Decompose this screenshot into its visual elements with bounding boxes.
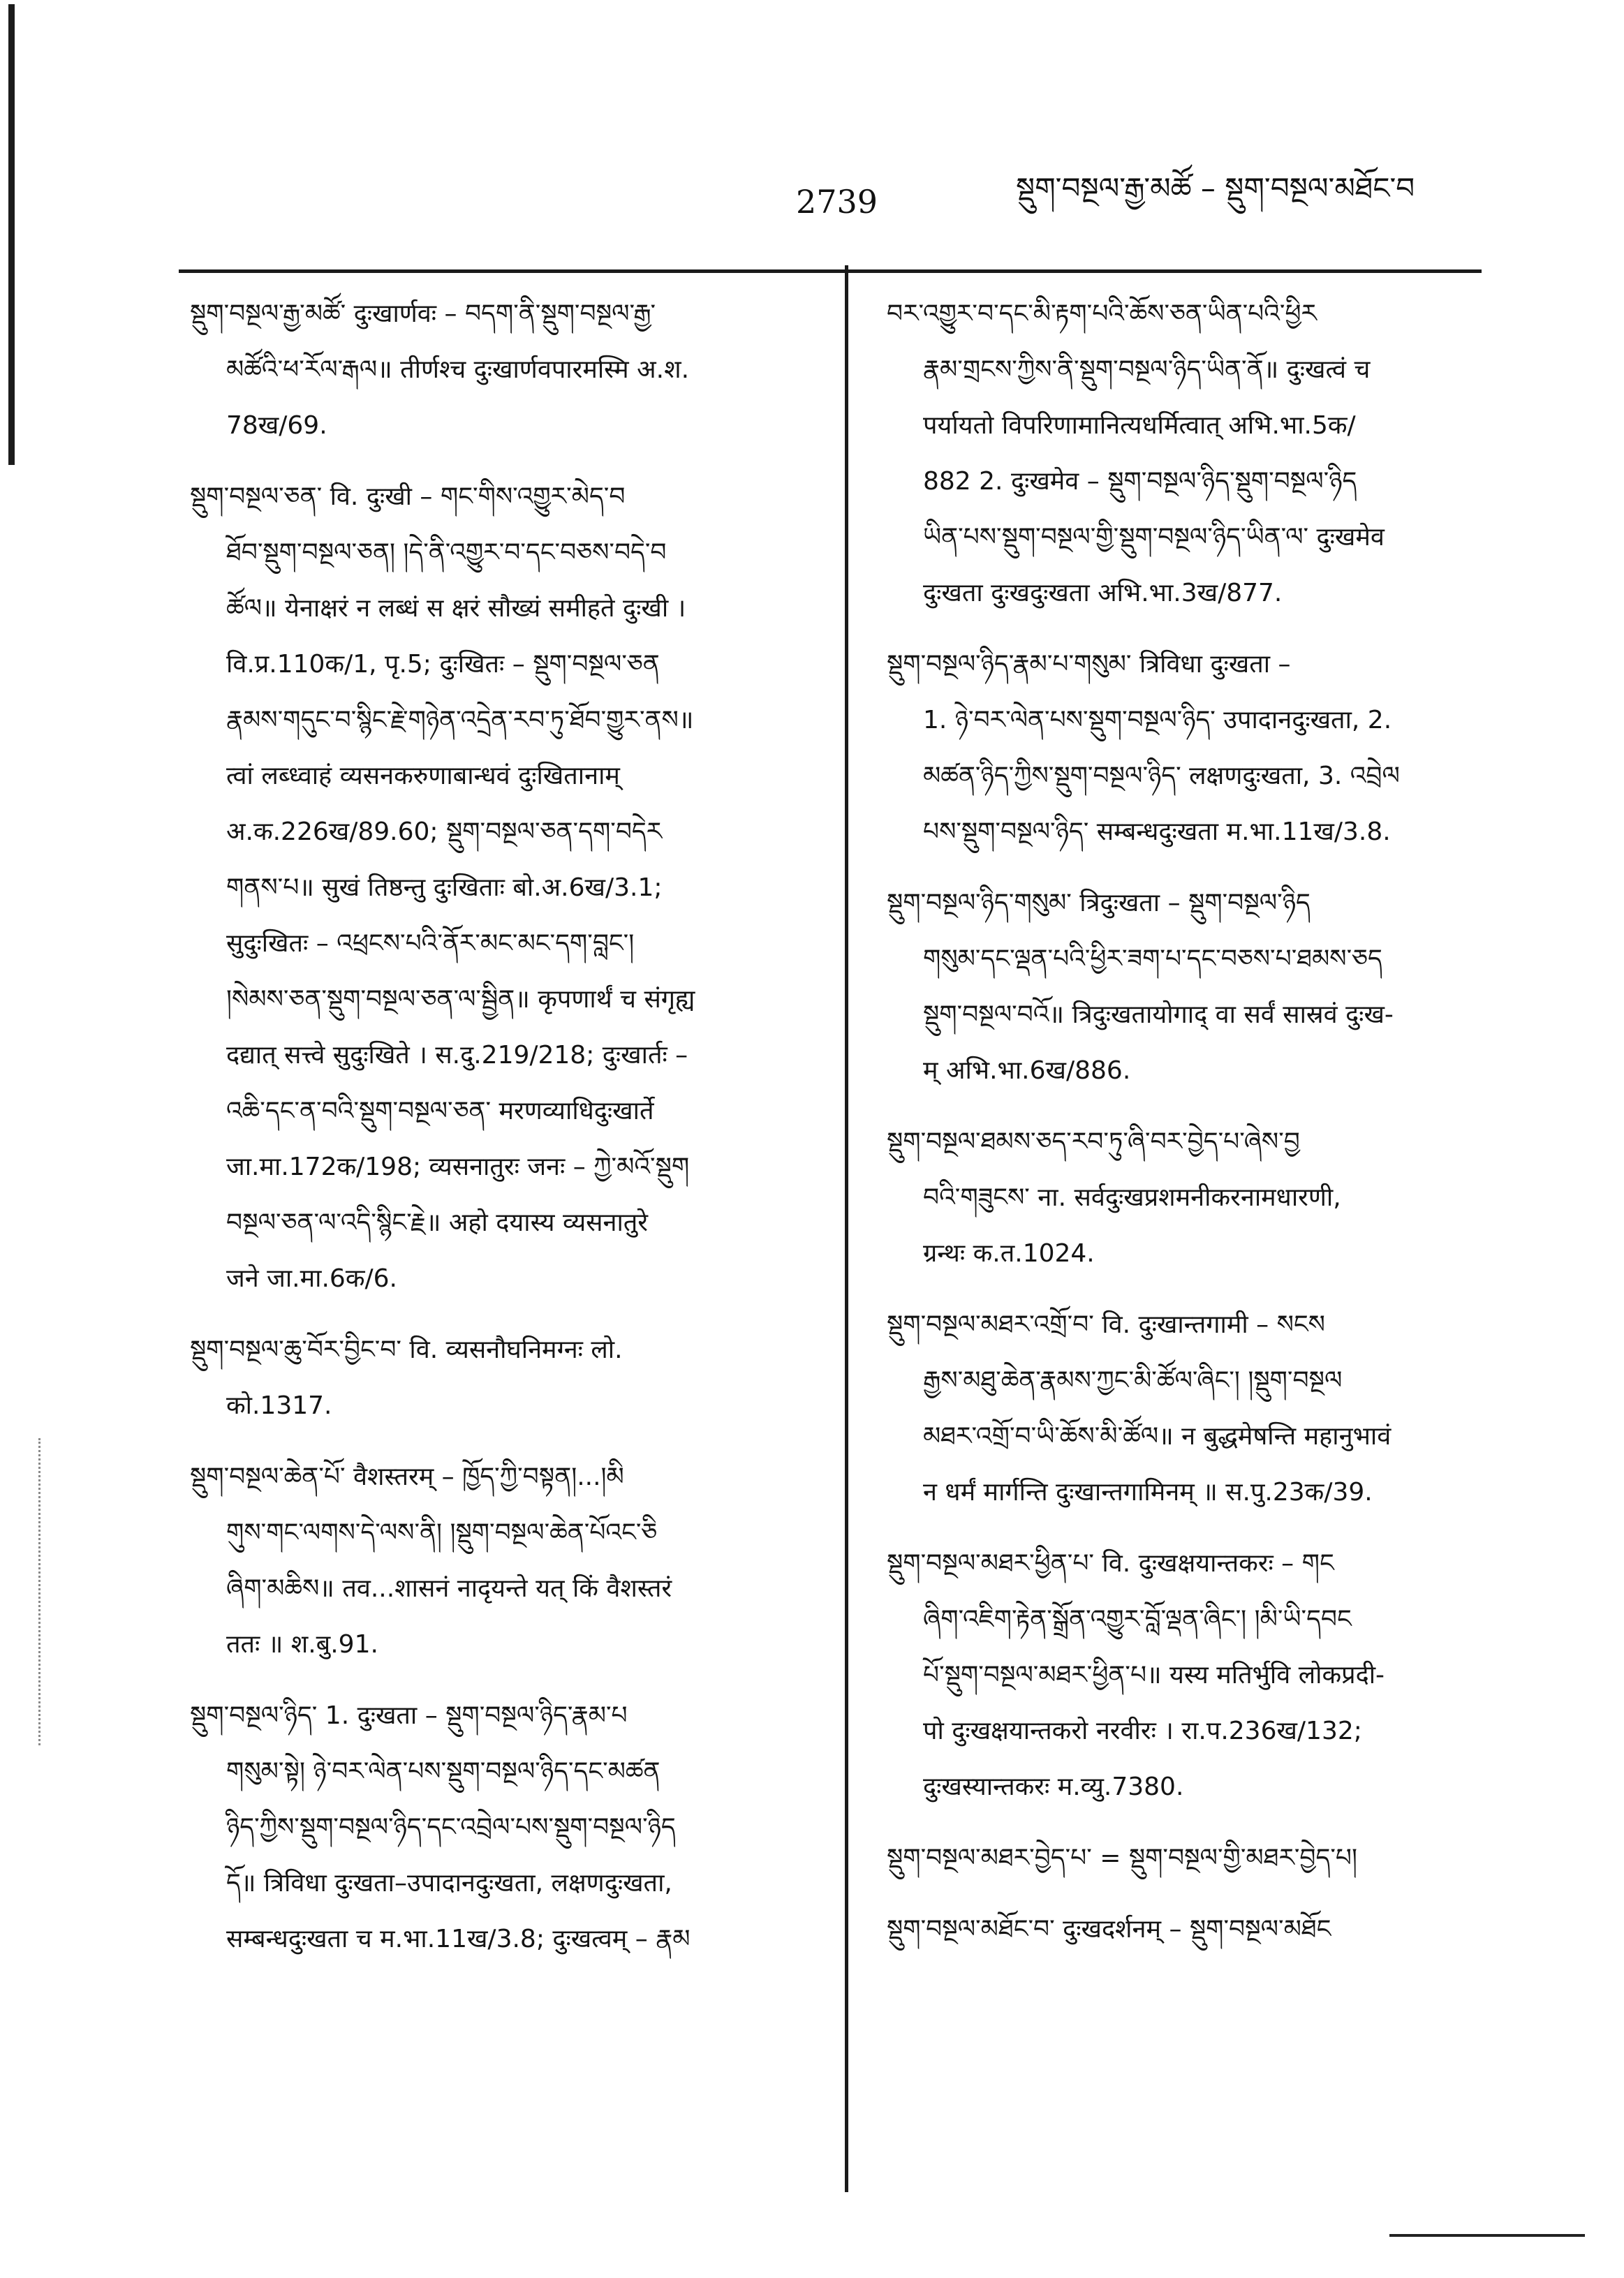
entry-duhkhadarshanam xyxy=(887,1902,1487,1958)
entry-text-line: पो दुःखक्षयान्तकरो नरवीरः । रा.प.236ख/132; xyxy=(923,1717,1362,1745)
entry-text-line: को.1317. xyxy=(226,1391,332,1420)
entry-text-line: སྡུག་བསྔལ་བའོ॥ त्रिदुःखतायोगाद् वा सर्वं सास्रवं दुःख- xyxy=(923,1000,1394,1029)
running-head: སྡུག་བསྔལ་རྒྱ་མཚོ – སྡུག་བསྔལ་མཐོང་བ xyxy=(1016,171,1415,205)
entry-text-line: सम्बन्धदुःखता च म.भा.11ख/3.8; दुःखत्वम् – རྣམ xyxy=(226,1925,691,1953)
entry-text-line: ཡིན་པས་སྡུག་བསྔལ་གྱི་སྡུག་བསྔལ་ཉིད་ཡིན་ལ་ दुःखमेव xyxy=(923,523,1385,552)
entry-text-line: 78ख/69. xyxy=(226,411,327,440)
entry-text-line: གནས་པ॥ सुखं तिष्ठन्तु दुःखिताः बो.अ.6ख/3.1; xyxy=(226,873,663,902)
entry-headword-line: སྡུག་བསྔལ་ཉིད་གསུམ་ त्रिदुःखता – སྡུག་བསྔལ་ཉིད xyxy=(887,889,1311,917)
entry-duhkhata-1 xyxy=(190,1688,822,1967)
entry-text-line: གུས་གང་ལགས་དེ་ལས་ནི། །སྡུག་བསྔལ་ཆེན་པོའང་ཅི xyxy=(226,1518,658,1547)
entry-headword-line: སྡུག་བསྔལ་ཉིད་རྣམ་པ་གསུམ་ त्रिविधा दुःखता – xyxy=(887,650,1291,679)
entry-vyasanaugha xyxy=(190,1322,822,1434)
entry-text-line: अ.क.226ख/89.60; སྡུག་བསྔལ་ཅན་དག་བདེར xyxy=(226,818,663,846)
binding-edge-bar xyxy=(8,4,15,465)
entry-trividha-duhkhata xyxy=(887,637,1487,860)
entry-text-line: 1. ཉེ་བར་ལེན་པས་སྡུག་བསྔལ་ཉིད་ उपादानदुःखता, 2. xyxy=(923,706,1392,734)
entry-text-line: རྣམ་གྲངས་ཀྱིས་ནི་སྡུག་བསྔལ་ཉིད་ཡིན་ནོ॥ दुःखत्वं च xyxy=(923,355,1371,384)
entry-headword-line: སྡུག་བསྔལ་མཐར་བྱེད་པ་ = སྡུག་བསྔལ་གྱི་མཐར་བྱེད་པ། xyxy=(887,1844,1357,1872)
entry-text-line: བསྔལ་ཅན་ལ་འདི་སྙིང་རྗེ॥ अहो दयास्य व्यसनातुरे xyxy=(226,1208,649,1237)
entry-text-line: सुदुःखितः – འཕྲངས་པའི་ནོར་མང་མང་དག་བླང་། xyxy=(226,929,635,958)
left-column xyxy=(190,286,822,1983)
entry-text-line: ततः ॥ श.बु.91. xyxy=(226,1630,378,1659)
entry-text-line: ཞིག་མཆིས॥ तव...शासनं नादृयन्ते यत् किं वैशस्तरं xyxy=(226,1574,672,1603)
entry-dukha-arnava xyxy=(190,286,822,454)
entry-text-line: 882 2. दुःखमेव – སྡུག་བསྔལ་ཉིད་སྡུག་བསྔལ་ཉིད xyxy=(923,467,1357,496)
entry-text-line: མཐར་འགྲོ་བ་ཡི་ཆོས་མི་ཚོལ॥ न बुद्धमेषन्ति महानुभावं xyxy=(923,1422,1392,1451)
entry-duhkhantagami xyxy=(887,1297,1487,1521)
entry-headword-line: སྡུག་བསྔལ་ཆུ་བོར་བྱིང་བ་ वि. व्यसनौघनिमग्नः लो. xyxy=(190,1336,623,1364)
entry-text-line: ཚོལ॥ येनाक्षरं न लब्धं स क्षरं सौख्यं समीहते दुःखी । xyxy=(226,594,686,623)
entry-text-line: །སེམས་ཅན་སྡུག་བསྔལ་ཅན་ལ་སྦྱིན॥ कृपणार्थं च संगृह्य xyxy=(226,985,695,1014)
entry-text-line: རྒྱས་མཐུ་ཆེན་རྣམས་ཀྱང་མི་ཚོལ་ཞིང་། །སྡུག་བསྔལ xyxy=(923,1366,1343,1395)
entry-text-line: दुःखता दुःखदुःखता अभि.भा.3ख/877. xyxy=(923,579,1283,607)
entry-dukhi xyxy=(190,469,822,1307)
entry-text-line: བའི་གཟུངས་ ना. सर्वदुःखप्रशमनीकरनामधारणी, xyxy=(923,1183,1341,1212)
entry-text-line: རྣམས་གདུང་བ་སྙིང་རྗེ་གཉེན་འདྲེན་རབ་ཏུ་ཐོབ་གྱུར་ནས॥ xyxy=(226,706,694,734)
binding-edge-dots xyxy=(38,1438,43,1745)
entry-text-line: ग्रन्थः क.त.1024. xyxy=(923,1239,1095,1268)
entry-headword-line: སྡུག་བསྔལ་ཆེན་པོ་ वैशस्तरम् – ཁྱོད་ཀྱི་བསྟན།...།མི xyxy=(190,1463,624,1491)
entry-headword-line: སྡུག་བསྔལ་རྒྱ་མཚོ་ दुःखार्णवः – བདག་ནི་སྡུག་བསྔལ་རྒྱ་ xyxy=(190,299,656,328)
bottom-rule xyxy=(1389,2234,1585,2237)
entry-text-line: གསུམ་སྟེ། ཉེ་བར་ལེན་པས་སྡུག་བསྔལ་ཉིད་དང་མཚན xyxy=(226,1757,660,1786)
entry-duhkhakshayantakara xyxy=(887,1536,1487,1815)
entry-triduhkhata xyxy=(887,875,1487,1099)
entry-text-line: त्वां लब्ध्वाहं व्यसनकरुणाबान्धवं दुःखितानाम् xyxy=(226,762,620,790)
entry-text-line: ཉིད་ཀྱིས་སྡུག་བསྔལ་ཉིད་དང་འབྲེལ་པས་སྡུག་བསྔལ་ཉིད xyxy=(226,1813,676,1842)
entry-headword-line: སྡུག་བསྔལ་ཉིད་ 1. दुःखता – སྡུག་བསྔལ་ཉིད་རྣམ་པ xyxy=(190,1701,628,1730)
entry-text-line: མཚོའི་ཕ་རོལ་རྒལ॥ तीर्णश्च दुःखार्णवपारमस्मि अ.श. xyxy=(226,355,690,384)
entry-text-line: जा.मा.172क/198; व्यसनातुरः जनः – ཀྱེ་མའོ་སྡུག xyxy=(226,1153,690,1181)
entry-headword-line: སྡུག་བསྔལ་མཐར་འགྲོ་བ་ वि. दुःखान्तगामी – སངས xyxy=(887,1310,1325,1339)
entry-text-line: གསུམ་དང་ལྡན་པའི་ཕྱིར་ཟག་པ་དང་བཅས་པ་ཐམས་ཅད xyxy=(923,945,1382,973)
entry-text-line: जने जा.मा.6क/6. xyxy=(226,1264,397,1293)
right-column xyxy=(887,286,1487,1973)
page-number: 2739 xyxy=(796,183,878,221)
entry-text-line: པས་སྡུག་བསྔལ་ཉིད་ सम्बन्धदुःखता म.भा.11ख/3.8. xyxy=(923,818,1391,846)
entry-text-line: वि.प्र.110क/1, पृ.5; दुःखितः – སྡུག་བསྔལ་ཅན xyxy=(226,650,660,679)
entry-text-line: दद्यात् सत्त्वे सुदुःखिते । स.दु.219/218; दुःखार्तः – xyxy=(226,1041,688,1070)
entry-text-line: པོ་སྡུག་བསྔལ་མཐར་ཕྱིན་པ॥ यस्य मतिर्भुवि लोकप्रदी- xyxy=(923,1661,1385,1689)
column-divider xyxy=(845,265,848,2192)
entry-duhkhatvam-cont xyxy=(887,286,1487,621)
entry-text-line: दुःखस्यान्तकरः म.व्यु.7380. xyxy=(923,1773,1184,1801)
entry-headword-line: སྡུག་བསྔལ་མཐར་ཕྱིན་པ་ वि. दुःखक्षयान्तकरः – གང xyxy=(887,1549,1334,1578)
entry-text-line: འཆི་དང་ན་བའི་སྡུག་བསྔལ་ཅན་ मरणव्याधिदुःखार्ते xyxy=(226,1097,654,1125)
entry-headword-line: སྡུག་བསྔལ་ཅན་ वि. दुःखी – གང་གིས་འགྱུར་མེད་བ xyxy=(190,482,626,511)
entry-text-line: पर्यायतो विपरिणामानित्यधर्मित्वात् अभि.भा.5क/ xyxy=(923,411,1356,440)
entry-headword-line: སྡུག་བསྔལ་ཐམས་ཅད་རབ་ཏུ་ཞི་བར་བྱེད་པ་ཞེས་བྱ xyxy=(887,1127,1300,1156)
entry-text-line: ཞིག་འཇིག་རྟེན་སྒྲོན་འགྱུར་བློ་ལྡན་ཞིང་། །མི་ཡི་དབང xyxy=(923,1605,1352,1634)
entry-headword-line: བར་འགྱུར་བ་དང་མི་རྟག་པའི་ཆོས་ཅན་ཡིན་པའི་ཕྱིར xyxy=(887,299,1317,328)
entry-text-line: न धर्मं मार्गन्ति दुःखान्तगामिनम् ॥ स.पु.23क/39. xyxy=(923,1478,1373,1507)
entry-sarvaduhkha-dharani xyxy=(887,1114,1487,1282)
entry-vaishastaram xyxy=(190,1449,822,1673)
entry-text-line: དོ॥ त्रिविधा दुःखता–उपादानदुःखता, लक्षणदुःखता, xyxy=(226,1869,672,1898)
entry-text-line: ཐོབ་སྡུག་བསྔལ་ཅན། །དེ་ནི་འགྱུར་བ་དང་བཅས་བདེ་བ xyxy=(226,538,667,567)
entry-text-line: མཚན་ཉིད་ཀྱིས་སྡུག་བསྔལ་ཉིད་ लक्षणदुःखता, 3. འབྲེལ xyxy=(923,762,1400,790)
top-rule xyxy=(179,269,1482,273)
entry-headword-line: སྡུག་བསྔལ་མཐོང་བ་ दुःखदर्शनम् – སྡུག་བསྔལ་མཐོང xyxy=(887,1915,1331,1944)
entry-text-line: म् अभि.भा.6ख/886. xyxy=(923,1056,1131,1085)
entry-duhkhantakara-ref xyxy=(887,1830,1487,1886)
